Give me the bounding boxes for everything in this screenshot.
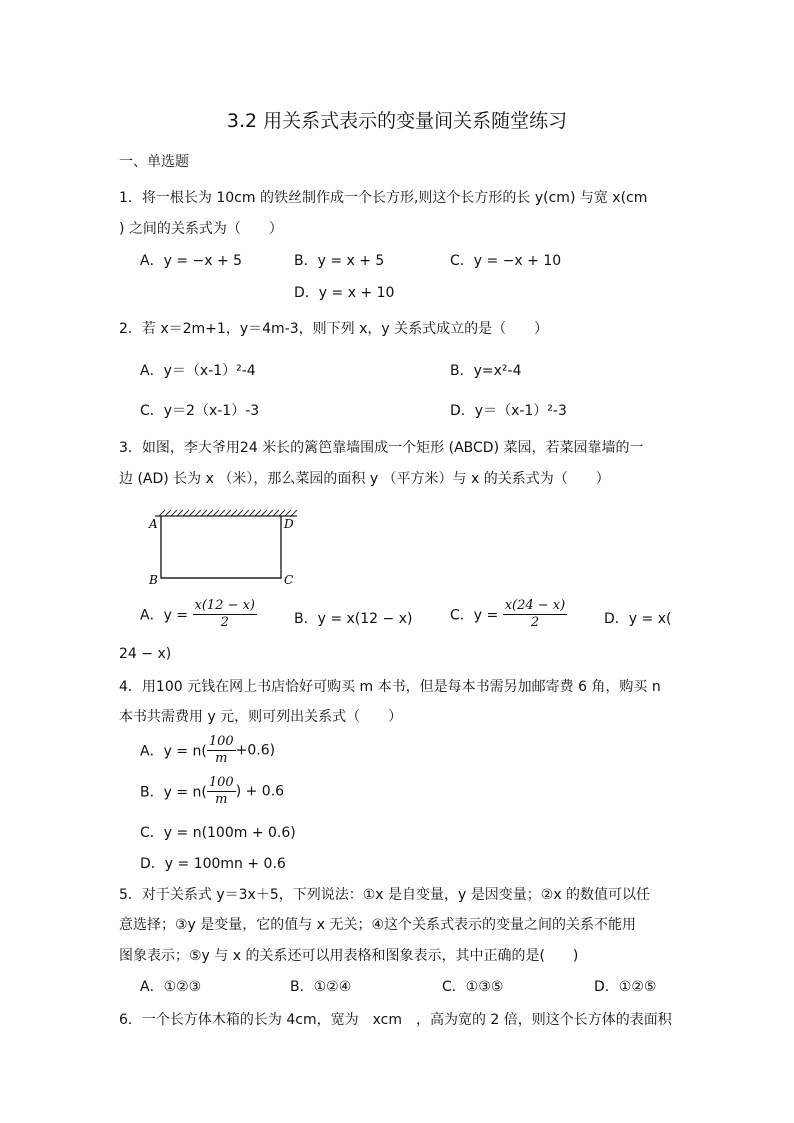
q5-stem-line3: 图象表示；⑤y 与 x 的关系还可以用表格和图象表示，其中正确的是( ) — [119, 948, 579, 964]
q5-stem-line2: 意选择；③y 是变量，它的值与 x 无关；④这个关系式表示的变量之间的关系不能用 — [119, 917, 637, 933]
q1-stem-line1: 1．将一根长为 10cm 的铁丝制作成一个长方形,则这个长方形的长 y(cm) 与宽 x(cm — [119, 190, 648, 206]
q5-option-a: A．①②③ — [140, 979, 202, 995]
q4-option-d: D．y = 100mn + 0.6 — [140, 856, 286, 872]
q2-option-a: A．y＝（x-1）²-4 — [140, 363, 256, 379]
q3-stem-line2: 边 (AD) 长为 x （米），那么菜园的面积 y （平方米）与 x 的关系式为（ ） — [119, 471, 610, 487]
q1-option-d: D．y = x + 10 — [294, 285, 395, 301]
q3-option-c: C．y = $\frac{x(24 - x)}{2}$ — [450, 598, 566, 630]
q3-option-a: A．y = $\frac{x(12 - x)}{2}$ — [140, 598, 256, 630]
q5-option-d: D．①②⑤ — [594, 979, 657, 995]
wall-hatching — [159, 510, 297, 516]
q2-option-b: B．y=x²-4 — [450, 363, 522, 379]
q6-stem-line1: 6．一个长方体木箱的长为 4cm，宽为 xcm ，高为宽的 2 倍，则这个长方体的表面积 — [119, 1012, 672, 1028]
label-a: A — [149, 517, 158, 531]
q3-stem-line1: 3．如图，李大爷用24 米长的篱笆靠墙围成一个矩形 (ABCD) 菜园，若菜园靠墙的一 — [119, 440, 644, 456]
q4-stem-line1: 4．用100 元钱在网上书店恰好可购买 m 本书，但是每本书需另加邮寄费 6 角，购买 n — [119, 679, 661, 695]
page-title: 3.2 用关系式表示的变量间关系随堂练习 — [226, 110, 568, 132]
label-b: B — [149, 573, 158, 587]
q3-option-d-part1: D．y = x( — [604, 611, 672, 627]
q1-option-a: A．y = −x + 5 — [140, 253, 243, 269]
q2-stem: 2．若 x＝2m+1，y＝4m-3，则下列 x，y 关系式成立的是（ ） — [119, 321, 549, 337]
q3-option-b: B．y = x(12 − x) — [294, 611, 413, 627]
q4-stem-line2: 本书共需费用 y 元，则可列出关系式（ ） — [119, 709, 403, 725]
q1-stem-line2: ) 之间的关系式为（ ） — [119, 221, 283, 237]
q5-option-c: C．①③⑤ — [442, 979, 504, 995]
rectangle-abcd — [161, 516, 281, 578]
q2-option-d: D．y＝（x-1）²-3 — [450, 403, 567, 419]
q5-stem-line1: 5．对于关系式 y＝3x＋5，下列说法：①x 是自变量，y 是因变量；②x 的数值可以任 — [119, 887, 651, 903]
q3-option-d-part2: 24 − x) — [119, 646, 172, 662]
q5-option-b: B．①②④ — [290, 979, 352, 995]
garden-figure — [145, 508, 305, 590]
q1-option-c: C．y = −x + 10 — [450, 253, 562, 269]
label-c: C — [284, 573, 294, 587]
section-heading: 一、单选题 — [119, 154, 189, 170]
q2-option-c: C．y＝2（x-1）-3 — [140, 403, 260, 419]
q1-option-b: B．y = x + 5 — [294, 253, 385, 269]
q4-option-b: B．y = n( $\frac{100}{m}$ ) + 0.6 — [140, 775, 285, 807]
label-d: D — [284, 517, 294, 531]
q4-option-a: A．y = n( $\frac{100}{m}$ +0.6) — [140, 734, 276, 766]
q4-option-c: C．y = n(100m + 0.6) — [140, 825, 296, 841]
